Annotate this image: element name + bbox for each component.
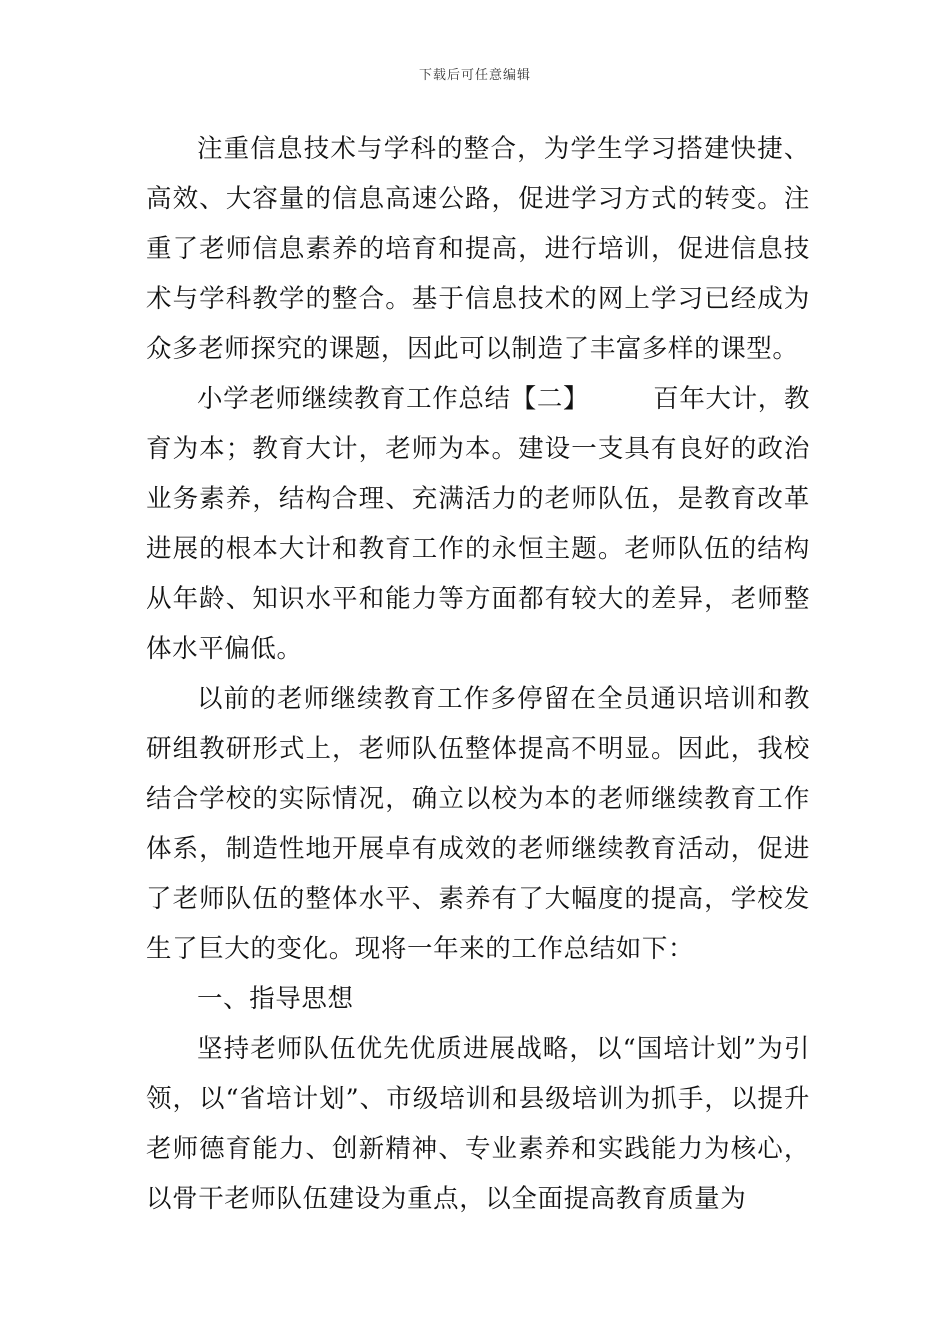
section-title: 小学老师继续教育工作总结【二】 [197, 384, 590, 414]
header-note: 下载后可任意编辑 [418, 68, 531, 83]
heading-guiding-ideology: 一、指导思想 [197, 984, 354, 1014]
paragraph-strategy: 坚持老师队伍优先优质进展战略，以“国培计划”为引领，以“省培计划”、市级培训和县级培训为抓手，以提升老师德育能力、创新精神、专业素养和实践能力为核心，以骨干老师队伍建设为重点，以全面提高教育质量为 [146, 1034, 810, 1214]
document-body [146, 124, 810, 1224]
paragraph-integration: 注重信息技术与学科的整合，为学生学习搭建快捷、高效、大容量的信息高速公路，促进学习方式的转变。注重了老师信息素养的培育和提高，进行培训，促进信息技术与学科教学的整合。基于信息技术的网上学习已经成为众多老师探究的课题，因此可以制造了丰富多样的课型。 [146, 134, 810, 364]
paragraph-previous-work: 以前的老师继续教育工作多停留在全员通识培训和教研组教研形式上，老师队伍整体提高不明显。因此，我校结合学校的实际情况，确立以校为本的老师继续教育工作体系，制造性地开展卓有成效的老师继续教育活动，促进了老师队伍的整体水平、素养有了大幅度的提高，学校发生了巨大的变化。现将一年来的工作总结如下： [146, 684, 810, 964]
section-intro-text: 百年大计，教育为本；教育大计，老师为本。建设一支具有良好的政治业务素养，结构合理、充满活力的老师队伍，是教育改革进展的根本大计和教育工作的永恒主题。老师队伍的结构从年龄、知识水平和能力等方面都有较大的差异，老师整体水平偏低。 [146, 384, 810, 664]
paragraph-summary-two [146, 374, 810, 674]
